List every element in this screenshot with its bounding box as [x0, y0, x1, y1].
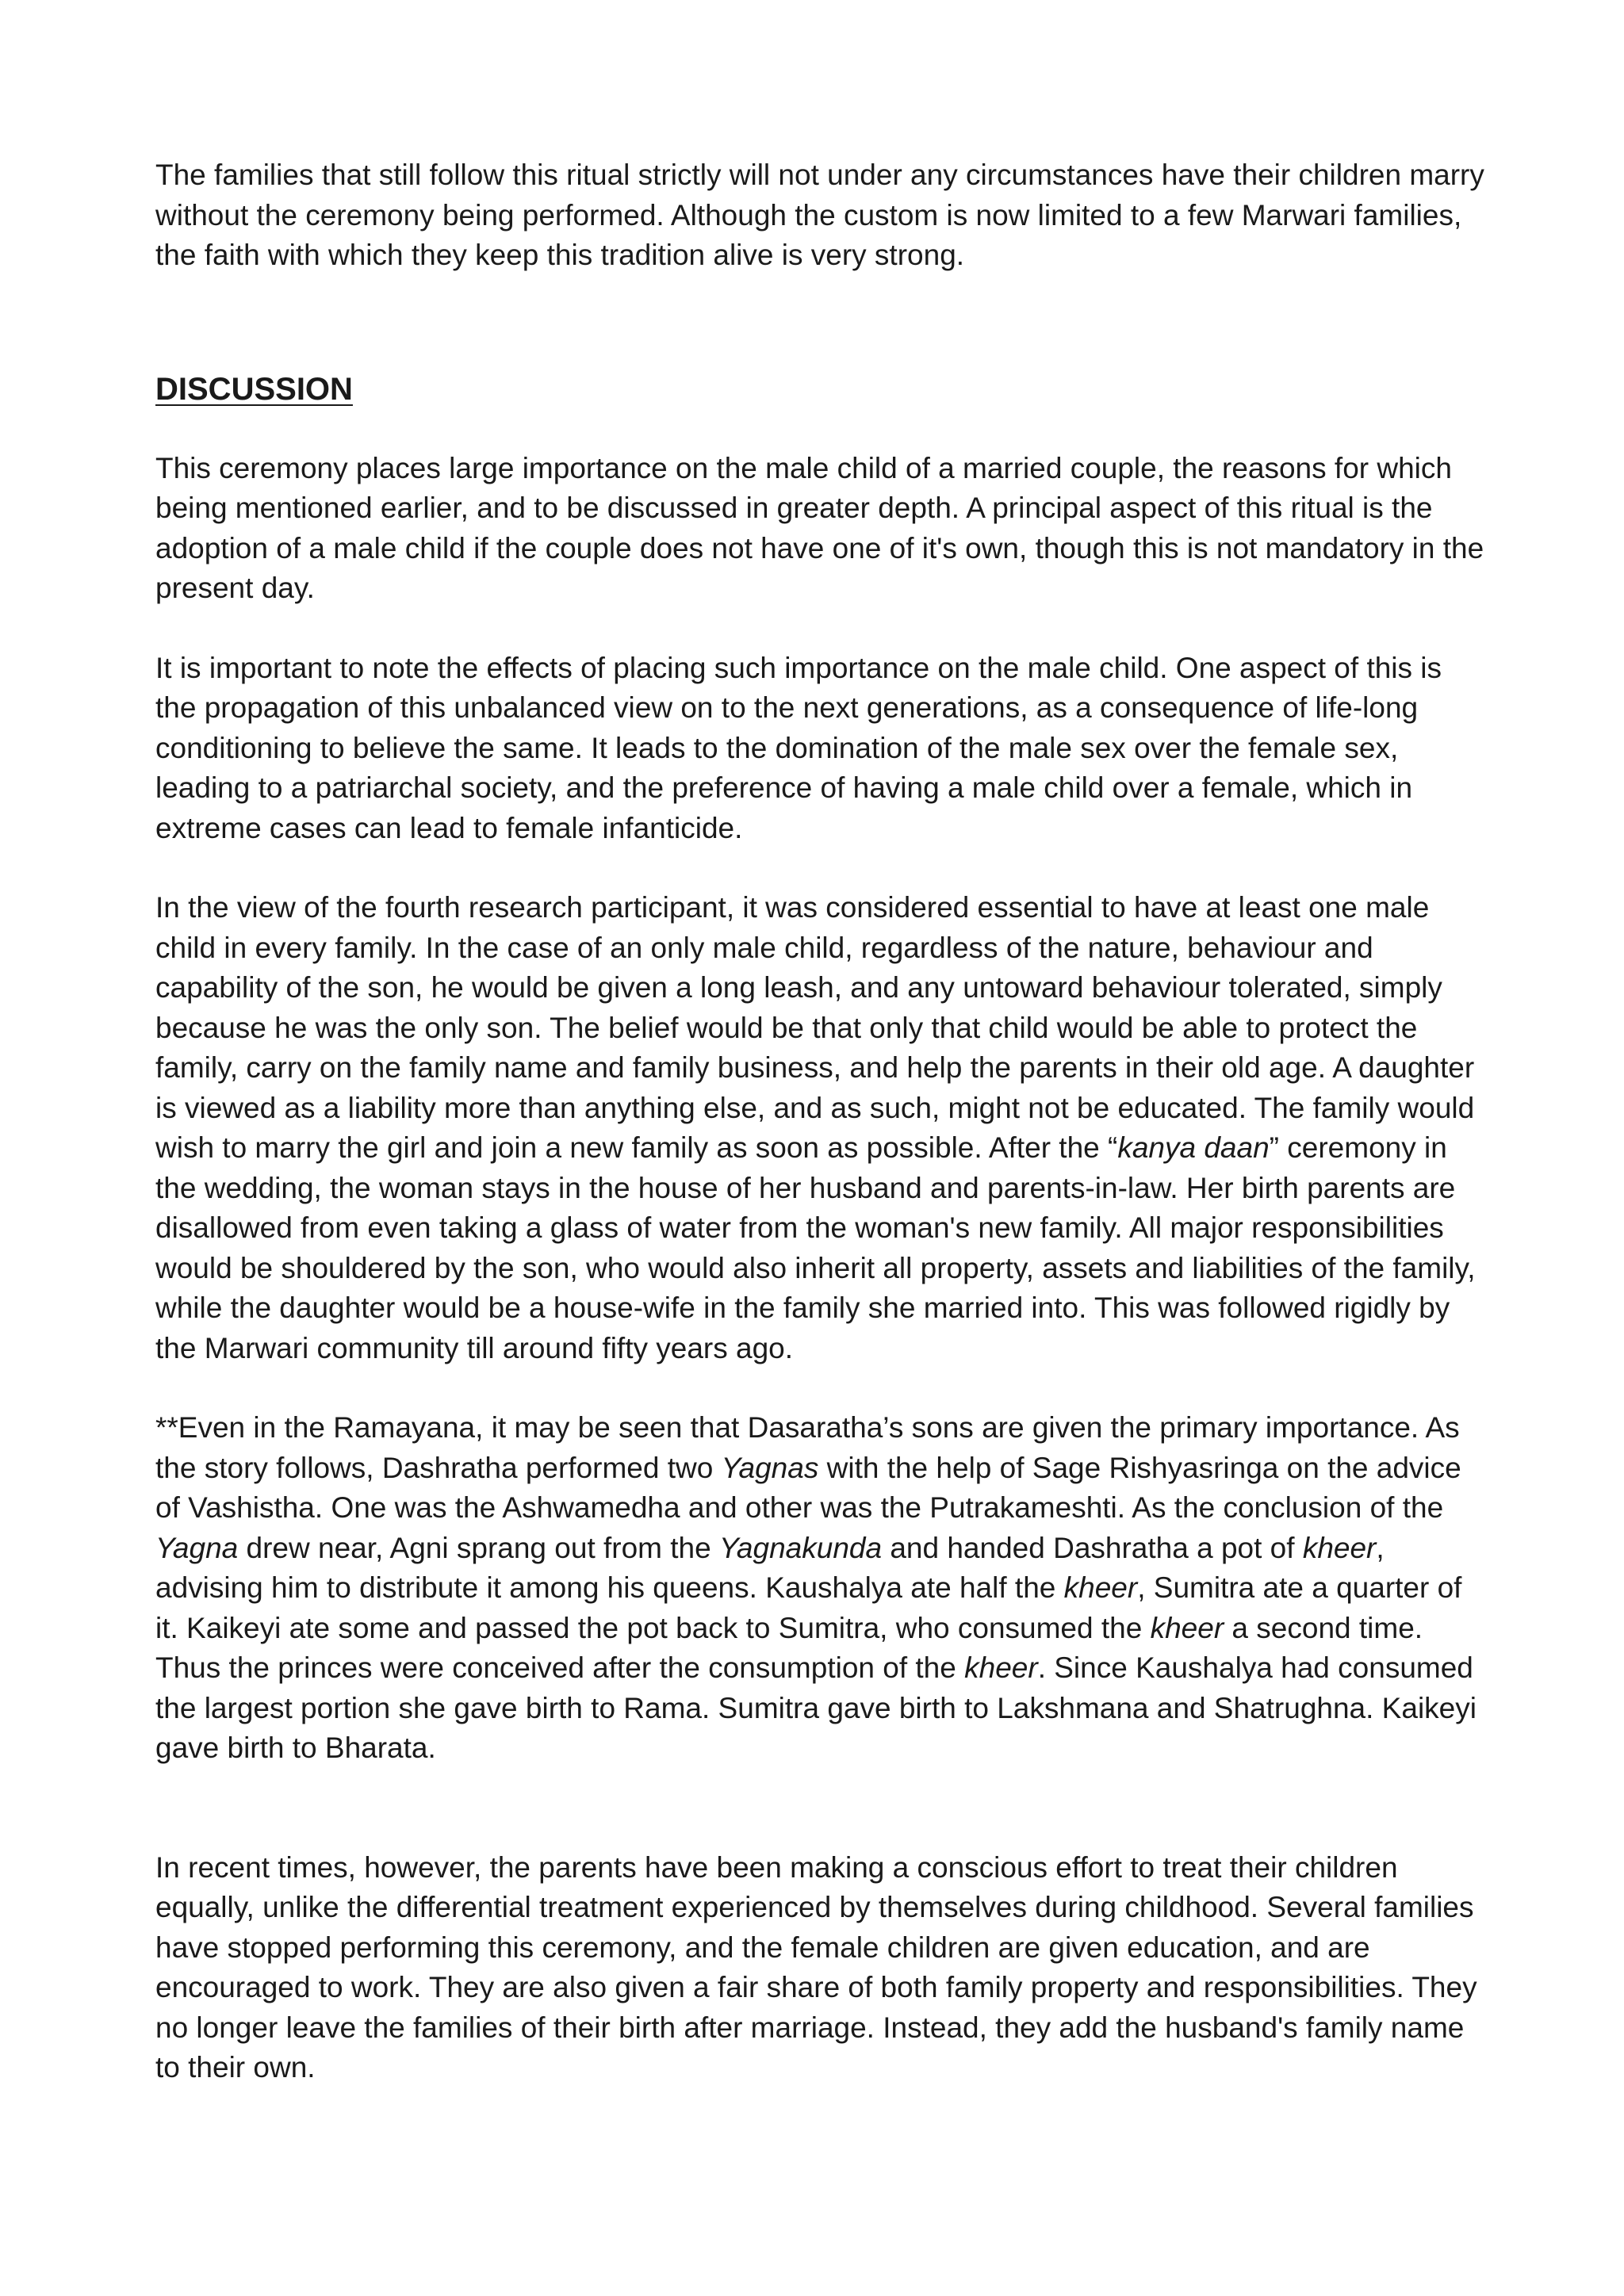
discussion-paragraph-2: It is important to note the effects of placing such importance on the male child. One aspect of this is the propagation of this unbalanced view on to the next generations, as a consequence of life-long conditioning to believe the same. It leads to the domination of the male sex over the female sex, leading to a patriarchal society, and the preference of having a male child over a female, which in extreme cases can lead to female infanticide. [155, 651, 1442, 844]
section-heading-discussion: DISCUSSION [155, 371, 353, 407]
text-run: In the view of the fourth research participant, it was considered essential to have at least one male child in every family. In the case of an only male child, regardless of the nature, behaviour and capability of the son, he would be given a long leash, and any untoward behaviour tolerated, simply because he was the only son. The belief would be that only that child would be able to protect the family, carry on the family name and family business, and help the parents in their old age. A daughter is viewed as a liability more than anything else, and as such, might not be educated. The family would wish to marry the girl and join a new family as soon as possible. After the “ [155, 891, 1475, 1164]
italic-term: kheer [964, 1651, 1038, 1684]
italic-term: Yagna [155, 1531, 239, 1564]
text-run: **Even in the Ramayana, it may be seen that Dasaratha’s sons are given the primary importance. As the story follows, Dashratha performed two [155, 1411, 1460, 1484]
italic-term: kheer [1150, 1611, 1224, 1644]
text-run: a second time. Thus the princes were conceived after the consumption of the [155, 1611, 1423, 1684]
italic-term: kheer [1063, 1571, 1138, 1604]
discussion-paragraph-5: In recent times, however, the parents have been making a conscious effort to treat their children equally, unlike the differential treatment experienced by themselves during childhood. Several families have stopped performing this ceremony, and the female children are given education, and are encouraged to work. They are also given a fair share of both family property and responsibilities. They no longer leave the families of their birth after marriage. Instead, they add the husband's family name to their own. [155, 1850, 1477, 2084]
document-page [155, 155, 1488, 2088]
discussion-paragraph-3 [155, 888, 1488, 1368]
italic-term: kanya daan [1117, 1131, 1270, 1164]
italic-term: kheer [1302, 1531, 1377, 1564]
italic-term: Yagnakunda [719, 1531, 883, 1564]
discussion-paragraph-1: This ceremony places large importance on the male child of a married couple, the reasons for which being mentioned earlier, and to be discussed in greater depth. A principal aspect of this ritual is the adoption of a male child if the couple does not have one of it's own, though this is not mandatory in the present day. [155, 451, 1484, 604]
text-run: . Since Kaushalya had consumed the largest portion she gave birth to Rama. Sumitra gave birth to Lakshmana and Shatrughna. Kaikeyi gave birth to Bharata. [155, 1651, 1477, 1764]
text-run: , Sumitra ate a quarter of it. Kaikeyi ate some and passed the pot back to Sumitra, who consumed the [155, 1571, 1462, 1644]
text-run: drew near, Agni sprang out from the [238, 1531, 719, 1564]
discussion-paragraph-4 [155, 1408, 1488, 1769]
text-run: , advising him to distribute it among his queens. Kaushalya ate half the [155, 1531, 1385, 1604]
text-run: ” ceremony in the wedding, the woman stays in the house of her husband and parents-in-law. Her birth parents are disallowed from even taking a glass of water from the woman's new family. All major responsibilities would be shouldered by the son, who would also inherit all property, assets and liabilities of the family, while the daughter would be a house-wife in the family she married into. This was followed rigidly by the Marwari community till around fifty years ago. [155, 1131, 1476, 1364]
text-run: with the help of Sage Rishyasringa on the advice of Vashistha. One was the Ashwamedha and other was the Putrakameshti. As the conclusion of the [155, 1451, 1461, 1524]
intro-paragraph: The families that still follow this ritual strictly will not under any circumstances have their children marry without the ceremony being performed. Although the custom is now limited to a few Marwari families, the faith with which they keep this tradition alive is very strong. [155, 159, 1484, 271]
text-run: and handed Dashratha a pot of [882, 1531, 1303, 1564]
italic-term: Yagnas [721, 1451, 819, 1484]
